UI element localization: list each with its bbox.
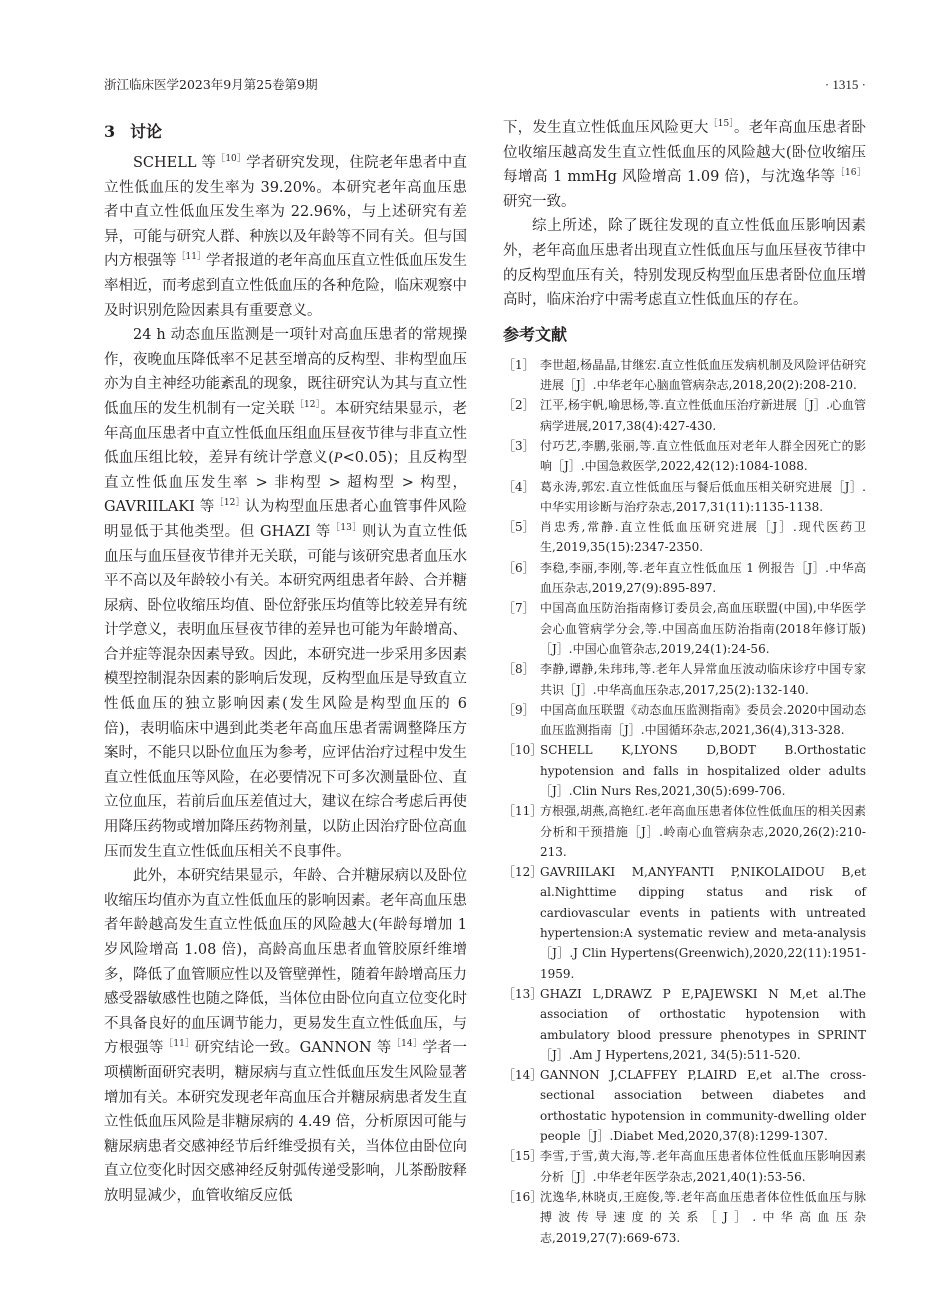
citation: ［12］	[294, 400, 321, 411]
paragraph-text: 学者研究发现，住院老年患者中直立性低血压的发生率为 39.20%。本研究老年高血压患者中直立性低血压发生率为 22.96%，与上述研究有差异，可能与研究人群、种族以及年龄等不同有关。但与国内方根强等	[104, 155, 468, 270]
references-heading: 参考文献	[503, 324, 568, 344]
reference-item	[503, 477, 866, 518]
reference-item	[503, 1065, 866, 1146]
reference-item	[503, 984, 866, 1065]
paragraph-text: 此外，本研究结果显示，年龄、合并糖尿病以及卧位收缩压均值亦为直立性低血压的影响因素。老年高血压患者年龄越高发生直立性低血压的风险越大(年龄每增加 1 岁风险增高 1.08 倍)，高龄高血压患者血管胶原纤维增多，降低了血管顺应性以及管壁弹性，随着年龄增高压力感受器敏感性也随之降低，当体位由卧位向直立位变化时不具备良好的血压调节能力，更易发生直立性低血压，与方根强等	[104, 868, 467, 1057]
reference-item	[503, 558, 866, 599]
citation: ［11］	[176, 252, 206, 263]
reference-list	[503, 355, 866, 1248]
reference-item	[503, 517, 866, 558]
left-column	[104, 151, 467, 1209]
reference-text: 中国高血压联盟《动态血压监测指南》委员会.2020中国动态血压监测指南［J］.中国循环杂志,2021,36(4),313-328.	[540, 702, 866, 738]
reference-text: 沈逸华,林晓贞,王庭俊,等.老年高血压患者体位性低血压与脉搏波传导速度的关系［J］.中华高血压杂志,2019,27(7):669-673.	[540, 1189, 866, 1245]
citation: ［11］	[163, 1039, 195, 1050]
reference-label: ［9］	[503, 702, 535, 717]
paragraph	[104, 323, 467, 864]
paragraph	[104, 151, 467, 323]
right-column	[503, 116, 866, 1248]
reference-text: SCHELL K,LYONS D,BODT B.Orthostatic hypotension and falls in hospitalized older adults［J］.Clin Nurs Res,2021,30(5):699-706.	[540, 743, 866, 798]
reference-text: GANNON J,CLAFFEY P,LAIRD E,et al.The cross-sectional association between diabetes and orthostatic hypotension in community-dwelling older people［J］.Diabet Med,2020,37(8):1299-1307.	[540, 1068, 866, 1144]
reference-item	[503, 1187, 866, 1248]
paragraph-text: 则认为直立性低血压与血压昼夜节律并无关联，可能与该研究患者血压水平不高以及年龄较小有关。本研究两组患者年龄、合并糖尿病、卧位收缩压均值、卧位舒张压均值等比较差异有统计学意义，表明血压昼夜节律的差异也可能为年龄增高、合并症等混杂因素导致。因此，本研究进一步采用多因素模型控制混杂因素的影响后发现，反构型血压是导致直立性低血压的独立影响因素(发生风险是构型血压的 6 倍)，表明临床中遇到此类老年高血压患者需调整降压方案时，不能只以卧位血压为参考，应评估治疗过程中发生直立性低血压等风险，在必要情况下可多次测量卧位、直立位血压，若前后血压差值过大，建议在综合考虑后再使用降压药物或增加降压药物剂量，以防止因治疗卧位高血压而发生直立性低血压相关不良事件。	[104, 523, 467, 860]
reference-label: ［10］	[503, 743, 543, 758]
paragraph-text: 。本研究结果显示，老年高血压患者中直立性低血压组血压昼夜节律与非直立性低血压组比较，差异有统计学意义(	[104, 400, 468, 467]
paragraph-text: <0.05)；且反构型直立性低血压发生率 > 非构型 > 超构型 > 构型，GAVRIILAKI 等	[104, 450, 467, 516]
paragraph-text: 下，发生直立性低血压风险更大	[503, 120, 709, 136]
page-number: · 1315 ·	[824, 77, 866, 92]
paragraph-text: 学者一项横断面研究表明，糖尿病与直立性低血压发生风险显著增加有关。本研究发现老年高血压合并糖尿病患者发生直立性低血压风险是非糖尿病的 4.49 倍，分析原因可能与糖尿病患者交感神经节后纤维受损有关，当体位由卧位向直立位变化时因交感神经反射弧传递受影响，儿茶酚胺释放明显减少，血管收缩反应低	[104, 1040, 468, 1204]
reference-text: GHAZI L,DRAWZ P E,PAJEWSKI N M,et al.The association of orthostatic hypotension with ambulatory blood pressure phenotypes in SPRINT［J］.Am J Hypertens,2021, 34(5):511-520.	[540, 986, 866, 1062]
reference-item	[503, 1146, 866, 1187]
reference-text: 中国高血压防治指南修订委员会,高血压联盟(中国),中华医学会心血管病学分会,等.中国高血压防治指南(2018年修订版)［J］.中国心血管杂志,2019,24(1):24-56.	[540, 601, 866, 656]
paragraph-text: 学者报道的老年高血压直立性低血压发生率相近，而考虑到直立性低血压的各种危险，临床观察中及时识别危险因素具有重要意义。	[104, 253, 468, 319]
reference-label: ［8］	[503, 662, 535, 677]
paragraph-continued	[503, 116, 866, 214]
reference-item	[503, 355, 866, 396]
reference-text: 李静,谭静,朱玮玮,等.老年人异常血压波动临床诊疗中国专家共识［J］.中华高血压杂志,2017,25(2):132-140.	[540, 662, 866, 697]
reference-text: 付巧艺,李鹏,张丽,等.直立性低血压对老年人群全因死亡的影响［J］.中国急救医学,2022,42(12):1084-1088.	[540, 438, 866, 474]
paragraph-text: SCHELL 等	[133, 155, 217, 171]
paragraph-text: 认为构型血压患者心血管事件风险明显低于其他类型。但 GHAZI 等	[104, 499, 468, 540]
reference-label: ［11］	[503, 804, 543, 819]
reference-label: ［14］	[503, 1068, 543, 1083]
running-header	[104, 75, 866, 95]
citation: ［12］	[214, 498, 246, 509]
reference-label: ［7］	[503, 601, 535, 616]
reference-text: 葛永涛,郭宏.直立性低血压与餐后低血压相关研究进展［J］.中华实用诊断与治疗杂志,2017,31(11):1135-1138.	[540, 479, 866, 514]
paragraph	[503, 214, 866, 312]
section-number: 3	[104, 122, 116, 141]
reference-text: 李稳,李丽,李刚,等.老年直立性低血压 1 例报告［J］.中华高血压杂志,2019,27(9):895-897.	[540, 560, 866, 596]
paragraph-text: 24 h 动态血压监测是一项针对高血压患者的常规操作，夜晚血压降低率不足甚至增高的反构型、非构型血压亦为自主神经功能紊乱的现象，既往研究认为其与直立性低血压的发生机制有一定关联	[104, 327, 467, 417]
citation: ［10］	[216, 154, 247, 165]
citation: ［16］	[835, 168, 867, 179]
reference-label: ［12］	[503, 865, 543, 880]
citation: ［14］	[391, 1039, 423, 1050]
reference-item	[503, 395, 866, 436]
reference-label: ［3］	[503, 438, 535, 453]
reference-item	[503, 700, 866, 741]
reference-text: 李雪,于雪,黄大海,等.老年高血压患者体位性低血压影响因素分析［J］.中华老年医学杂志,2021,40(1):53-56.	[540, 1149, 866, 1184]
reference-text: 方根强,胡燕,高艳红.老年高血压患者体位性低血压的相关因素分析和干预措施［J］.岭南心血管病杂志,2020,26(2):210-213.	[540, 804, 866, 859]
paragraph-text: 研究一致。	[503, 193, 576, 210]
reference-item	[503, 436, 866, 477]
reference-text: 李世超,杨晶晶,甘继宏.直立性低血压发病机制及风险评估研究进展［J］.中华老年心脑血管病杂志,2018,20(2):208-210.	[540, 357, 866, 393]
reference-item	[503, 598, 866, 659]
reference-label: ［2］	[503, 398, 535, 413]
reference-label: ［5］	[503, 520, 535, 535]
reference-label: ［4］	[503, 479, 535, 494]
reference-item	[503, 659, 866, 700]
journal-issue: 浙江临床医学2023年9月第25卷第9期	[104, 77, 318, 92]
p-value-symbol: P	[333, 450, 343, 467]
reference-label: ［1］	[503, 357, 535, 372]
reference-label: ［16］	[503, 1189, 543, 1204]
reference-item	[503, 801, 866, 862]
reference-text: GAVRIILAKI M,ANYFANTI P,NIKOLAIDOU B,et al.Nighttime dipping status and risk of cardiovascular events in patients with untreated hypertension:A systematic review and meta-analysis［J］.J Clin Hypertens(Greenwich),2020,22(11):1951-1959.	[540, 865, 866, 981]
citation: ［15］	[708, 119, 735, 130]
section-title: 讨论	[130, 122, 163, 141]
reference-text: 肖忠秀,常静.直立性低血压研究进展［J］.现代医药卫生,2019,35(15):2347-2350.	[540, 520, 866, 555]
paragraph	[104, 864, 467, 1208]
paragraph-text: 研究结论一致。GANNON 等	[194, 1040, 392, 1057]
reference-label: ［15］	[503, 1149, 543, 1164]
reference-label: ［6］	[503, 560, 535, 575]
reference-text: 江平,杨宇帆,喻思杨,等.直立性低血压治疗新进展［J］.心血管病学进展,2017,38(4):427-430.	[540, 398, 866, 433]
section-heading	[104, 120, 162, 144]
reference-item	[503, 740, 866, 801]
paragraph-text: 综上所述，除了既往发现的直立性低血压影响因素外，老年高血压患者出现直立性低血压与血压昼夜节律中的反构型血压有关，特别发现反构型血压患者卧位血压增高时，临床治疗中需考虑直立性低血压的存在。	[503, 218, 866, 309]
paragraph-text: 。老年高血压患者卧位收缩压越高发生直立性低血压的风险越大(卧位收缩压每增高 1 mmHg 风险增高 1.09 倍)，与沈逸华等	[503, 120, 867, 186]
reference-label: ［13］	[503, 986, 543, 1001]
reference-item	[503, 862, 866, 984]
citation: ［13］	[330, 523, 362, 534]
